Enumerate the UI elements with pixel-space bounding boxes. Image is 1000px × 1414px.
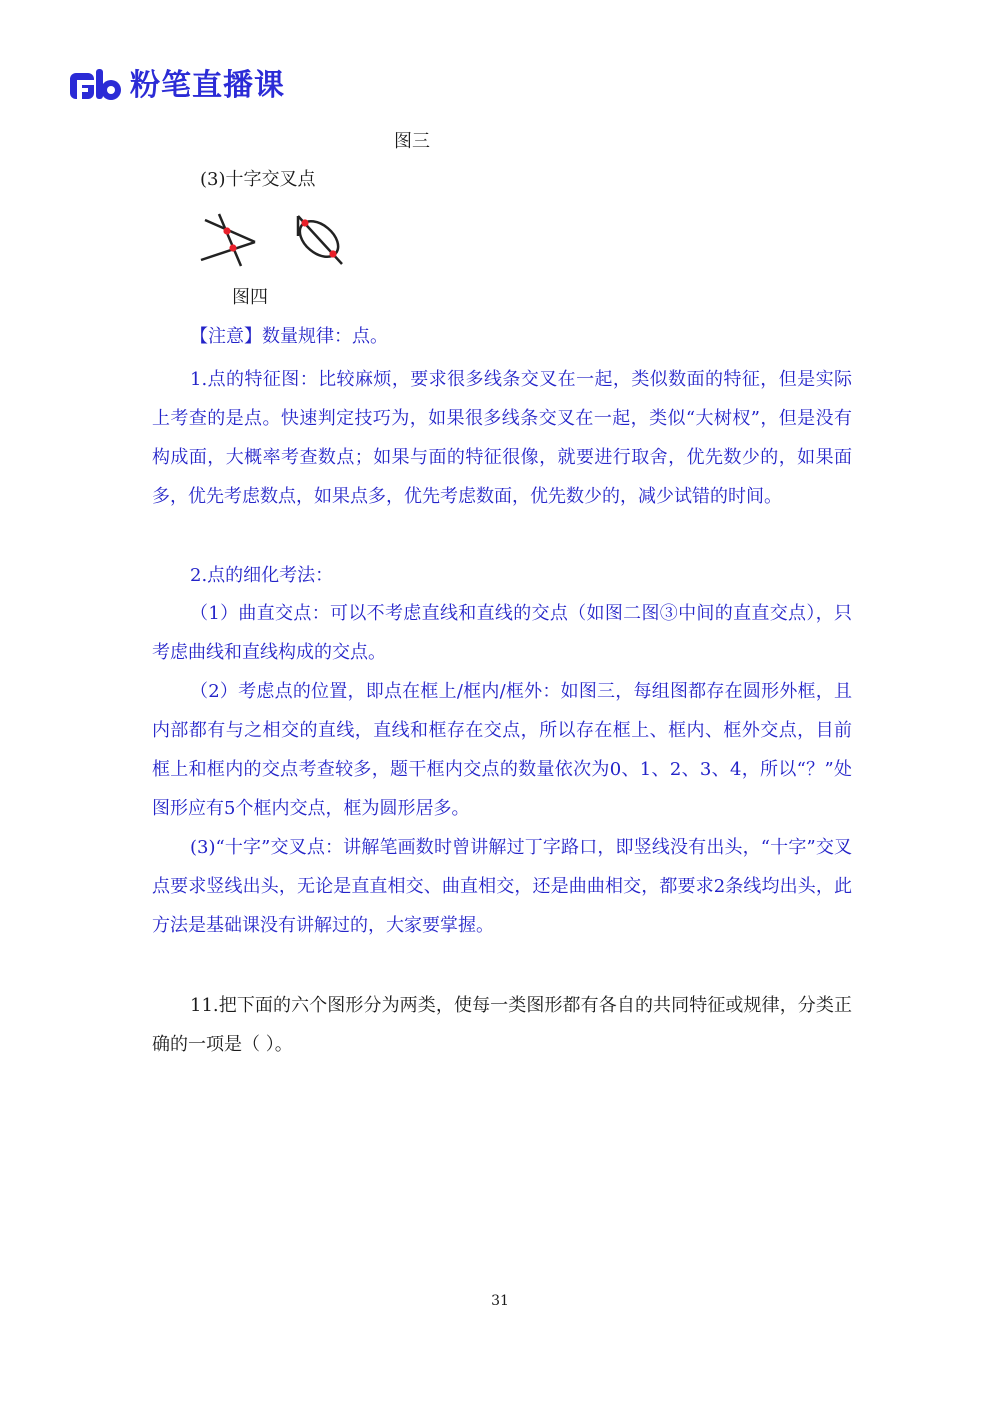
note-line: [190, 324, 850, 350]
figure4-illustration: [195, 208, 350, 270]
paragraph-point-features: 1.点的特征图：比较麻烦，要求很多线条交叉在一起，类似数面的特征，但是实际上考查的是点。快速判定技巧为，如果很多线条交叉在一起，类似“大树杈”，但是没有构成面，大概率考查数点；如果与面的特征很像，就要进行取舍，优先数少的，如果面多，优先考虑数点，如果点多，优先考虑数面，优先数少的，减少试错的时间。: [152, 369, 852, 507]
page-number: 31: [491, 1293, 509, 1309]
fb-logo-icon: [70, 69, 122, 103]
figure3-caption: 图三: [394, 131, 430, 152]
question-11: 11.把下面的六个图形分为两类，使每一类图形都有各自的共同特征或规律，分类正确的一项是（ ）。: [152, 995, 852, 1055]
note-label: 【注意】: [190, 326, 262, 347]
figure4-caption: 图四: [232, 287, 268, 308]
brand-name: 粉笔直播课: [130, 68, 285, 103]
paragraph-curve-line-points: （1）曲直交点：可以不考虑直线和直线的交点（如图二图③中间的直直交点），只考虑曲线和直线构成的交点。: [152, 603, 852, 663]
note-text: 数量规律：点。: [262, 326, 388, 347]
paragraph-cross-points: (3)“十字”交叉点：讲解笔画数时曾讲解过丁字路口，即竖线没有出头，“十字”交叉点要求竖线出头，无论是直直相交、曲直相交，还是曲曲相交，都要求2条线均出头，此方法是基础课没有讲解过的，大家要掌握。: [152, 837, 852, 936]
subsection-heading: (3)十字交叉点: [200, 169, 316, 190]
ellipse-crossed-by-line-icon: [293, 214, 345, 264]
brand-logo: [70, 66, 285, 106]
paragraph-point-position: （2）考虑点的位置，即点在框上/框内/框外：如图三，每组图都存在圆形外框，且内部都有与之相交的直线，直线和框存在交点，所以存在框上、框内、框外交点，目前框上和框内的交点考查较多，题干框内交点的数量依次为0、1、2、3、4，所以“？”处图形应有5个框内交点，框为圆形居多。: [152, 681, 852, 819]
paragraph-point-methods: 2.点的细化考法：: [190, 565, 334, 586]
crossing-lines-icon: [201, 214, 255, 266]
